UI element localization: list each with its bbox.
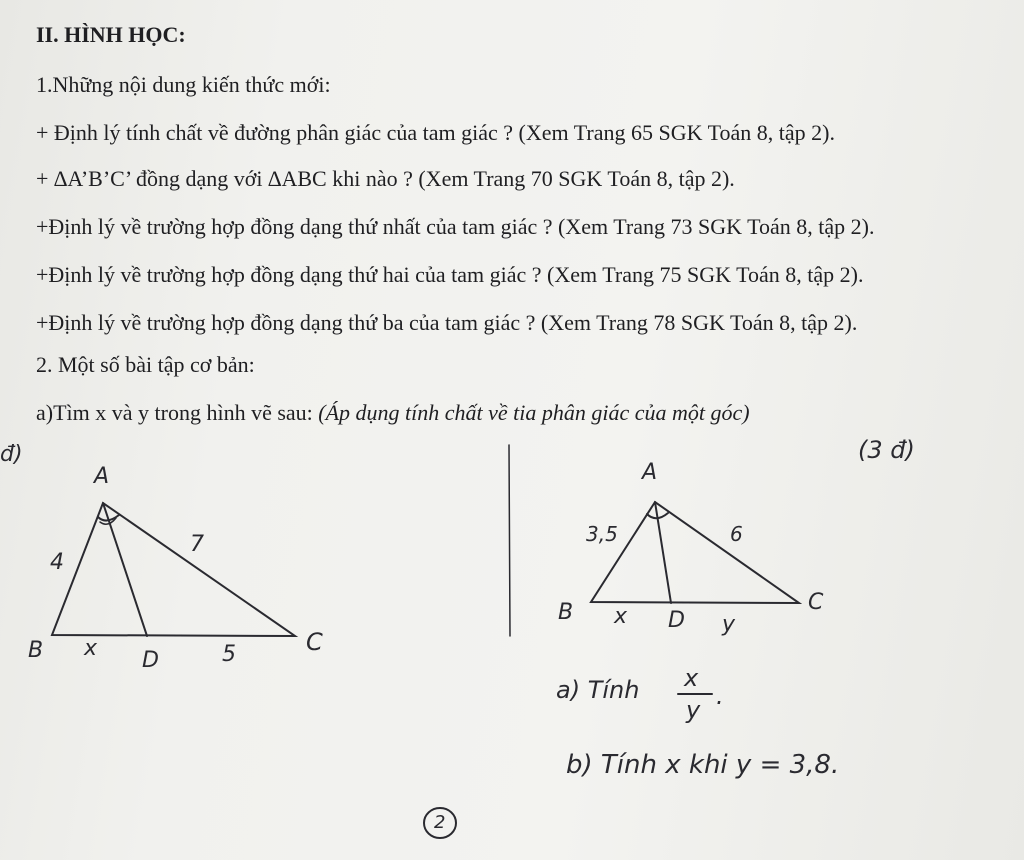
right-side-DC: y (722, 612, 736, 637)
task-a-label: a) Tính (556, 676, 640, 704)
page-number: 2 (434, 812, 446, 833)
right-score-note: (3 đ) (858, 436, 915, 464)
section-heading: II. HÌNH HỌC: (36, 22, 186, 47)
knowledge-item: + ∆A’B’C’ đồng dạng với ∆ABC khi nào ? (Xem Trang 70 SGK Toán 8, tập 2). (36, 166, 735, 191)
right-label-C: C (808, 590, 824, 615)
left-triangle (52, 503, 295, 636)
left-label-A: A (94, 464, 110, 489)
right-triangle (591, 502, 799, 603)
task-a-numerator: x (684, 664, 699, 692)
left-label-C: C (306, 628, 323, 656)
right-side-AC: 6 (730, 522, 743, 546)
left-label-B: B (28, 638, 44, 663)
figure-divider (509, 445, 510, 636)
exercise-a-hint: (Áp dụng tính chất về tia phân giác của một góc) (318, 400, 750, 425)
right-side-BD: x (614, 604, 628, 629)
knowledge-item: + Định lý tính chất về đường phân giác của tam giác ? (Xem Trang 65 SGK Toán 8, tập 2). (36, 120, 835, 145)
right-label-B: B (558, 600, 574, 625)
exercise-a-prefix: a)Tìm x và y trong hình vẽ sau: (36, 400, 319, 425)
subsection-title-1: 1.Những nội dung kiến thức mới: (36, 72, 331, 97)
left-side-BD: x (84, 636, 98, 661)
task-a-denominator: y (686, 696, 701, 724)
task-b-text: b) Tính x khi y = 3,8. (566, 750, 840, 780)
left-side-DC: 5 (222, 642, 236, 667)
right-side-AB: 3,5 (586, 522, 618, 546)
right-label-A: A (642, 460, 658, 485)
subsection-title-2: 2. Một số bài tập cơ bản: (36, 352, 255, 377)
right-label-D: D (668, 608, 685, 633)
knowledge-item: +Định lý về trường hợp đồng dạng thứ nhất của tam giác ? (Xem Trang 73 SGK Toán 8, tập 2). (36, 214, 875, 239)
left-label-D: D (142, 648, 159, 673)
left-score-note: đ) (0, 442, 23, 467)
left-side-AB: 4 (50, 550, 64, 575)
left-side-AC: 7 (190, 532, 204, 557)
task-a-end: . (716, 682, 724, 710)
knowledge-item: +Định lý về trường hợp đồng dạng thứ ba của tam giác ? (Xem Trang 78 SGK Toán 8, tập 2). (36, 310, 858, 335)
knowledge-item: +Định lý về trường hợp đồng dạng thứ hai của tam giác ? (Xem Trang 75 SGK Toán 8, tập 2). (36, 262, 864, 287)
